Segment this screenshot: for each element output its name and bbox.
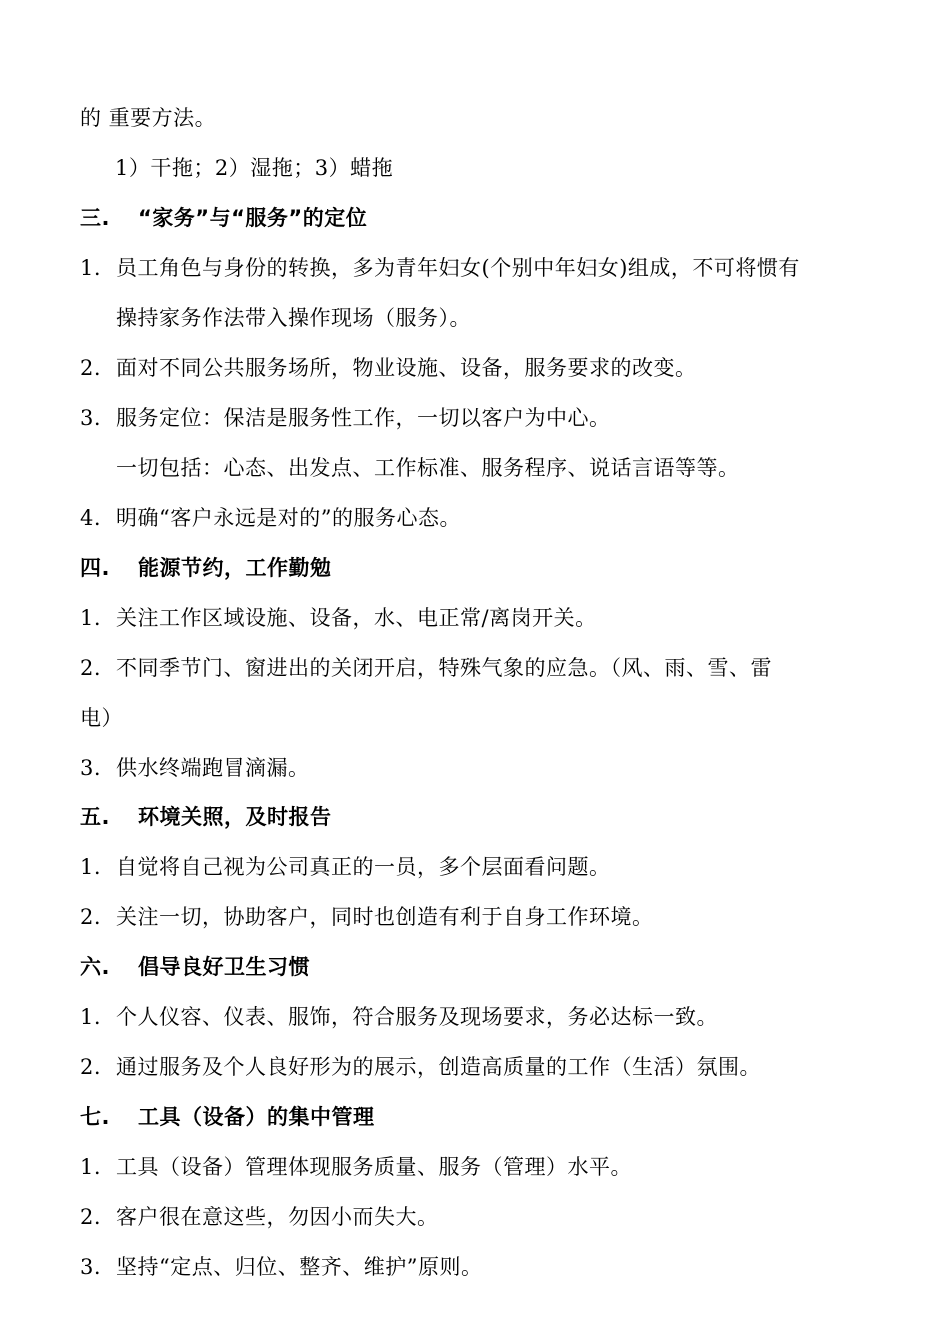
item-text: 关注一切，协助客户，同时也创造有利于自身工作环境。 (116, 905, 654, 929)
section-number: 五. (80, 805, 110, 829)
text-line (115, 153, 884, 183)
item-number: 1. (80, 1155, 102, 1179)
section-title: 能源节约，工作勤勉 (138, 556, 332, 580)
item-number: 1. (80, 606, 102, 630)
section-title: 倡导良好卫生习惯 (138, 955, 310, 979)
item-text: 通过服务及个人良好形为的展示，创造高质量的工作（生活）氛围。 (116, 1055, 761, 1079)
list-item (80, 1152, 884, 1182)
item-number: 4. (80, 506, 102, 530)
item-text: 供水终端跑冒滴漏。 (116, 756, 310, 780)
section-heading (80, 553, 884, 583)
item-number: 2. (80, 656, 102, 680)
section-title: 环境关照，及时报告 (138, 805, 332, 829)
item-text: 坚持“定点、归位、整齐、维护”原则。 (116, 1255, 483, 1279)
list-item (80, 653, 884, 683)
item-text: 工具（设备）管理体现服务质量、服务（管理）水平。 (116, 1155, 632, 1179)
section-number: 四. (80, 556, 110, 580)
list-item (80, 503, 884, 533)
item-text: 面对不同公共服务场所，物业设施、设备，服务要求的改变。 (116, 356, 697, 380)
list-item (80, 603, 884, 633)
item-text: 个人仪容、仪表、服饰，符合服务及现场要求，务必达标一致。 (116, 1005, 718, 1029)
item-number: 1. (80, 1005, 102, 1029)
item-number: 2. (80, 1055, 102, 1079)
item-number: 3. (80, 406, 102, 430)
item-number: 2. (80, 356, 102, 380)
item-text: 电） (80, 706, 123, 730)
item-text: 服务定位：保洁是服务性工作，一切以客户为中心。 (116, 406, 611, 430)
list-item (80, 852, 884, 882)
section-number: 七. (80, 1105, 110, 1129)
list-item (80, 902, 884, 932)
section-number: 六. (80, 955, 110, 979)
list-item-continuation (80, 703, 884, 733)
section-heading (80, 952, 884, 982)
item-text: 操持家务作法带入操作现场（服务）。 (116, 306, 471, 330)
list-item (80, 1252, 884, 1282)
item-text: 关注工作区域设施、设备，水、电正常/离岗开关。 (116, 606, 597, 630)
item-number: 3. (80, 756, 102, 780)
list-item (80, 403, 884, 433)
section-heading (80, 1102, 884, 1132)
item-text: 自觉将自己视为公司真正的一员，多个层面看问题。 (116, 855, 611, 879)
list-item (80, 1052, 884, 1082)
item-number: 3. (80, 1255, 102, 1279)
item-text: 不同季节门、窗进出的关闭开启，特殊气象的应急。（风、雨、雪、雷 (116, 656, 772, 680)
section-title: “家务”与“服务”的定位 (138, 206, 368, 230)
list-item (80, 353, 884, 383)
section-heading (80, 203, 884, 233)
section-number: 三. (80, 206, 110, 230)
item-number: 1. (80, 855, 102, 879)
section-heading (80, 802, 884, 832)
line-text: 的 重要方法。 (80, 106, 217, 130)
item-text: 员工角色与身份的转换，多为青年妇女(个别中年妇女)组成，不可将惯有 (116, 256, 800, 280)
list-item (80, 253, 884, 283)
item-number: 2. (80, 905, 102, 929)
item-number: 1. (80, 256, 102, 280)
list-item (80, 1002, 884, 1032)
list-item-continuation (116, 453, 884, 483)
item-text: 明确“客户永远是对的”的服务心态。 (116, 506, 461, 530)
list-item (80, 1202, 884, 1232)
list-item-continuation (116, 303, 884, 333)
item-text: 客户很在意这些，勿因小而失大。 (116, 1205, 439, 1229)
item-text: 一切包括：心态、出发点、工作标准、服务程序、说话言语等等。 (116, 456, 740, 480)
section-title: 工具（设备）的集中管理 (138, 1105, 375, 1129)
text-line (80, 103, 884, 133)
list-item (80, 753, 884, 783)
item-number: 2. (80, 1205, 102, 1229)
line-text: 1）干拖；2）湿拖；3）蜡拖 (115, 156, 394, 180)
